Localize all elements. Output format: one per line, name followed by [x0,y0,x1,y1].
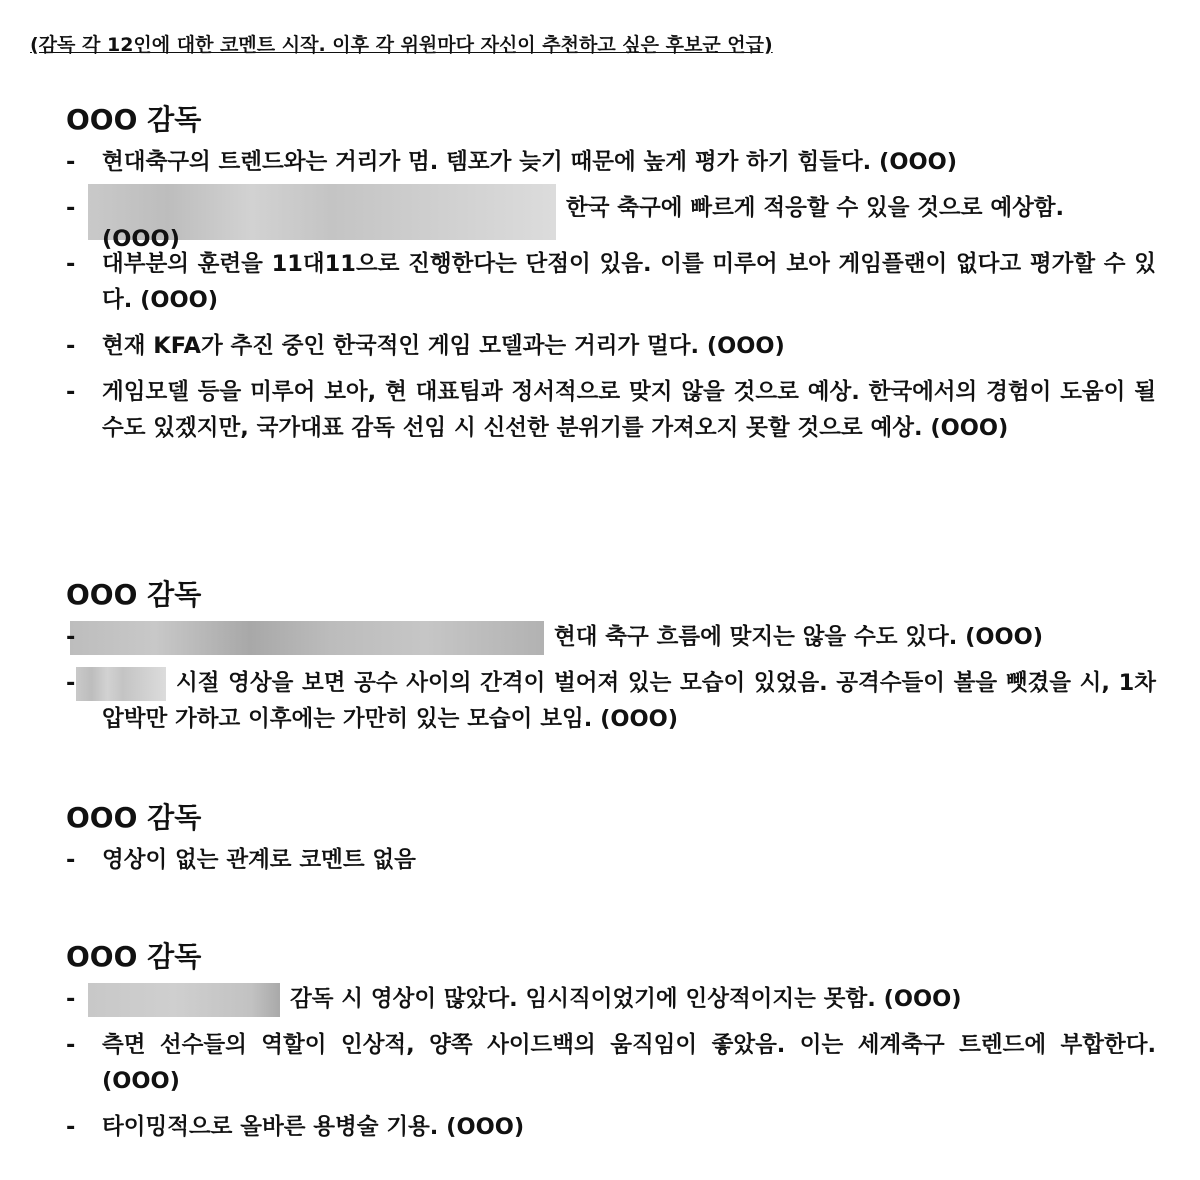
comment-item [66,619,1156,655]
bullet-dash: - [66,1114,76,1140]
comment-item [66,246,1156,318]
comment-item [66,328,1156,364]
coach-heading: OOO 감독 [66,801,202,834]
redacted-block [88,983,280,1017]
comment-item [66,842,1156,878]
redacted-block [76,667,166,701]
comment-text-clipped: (OOO) [102,226,180,252]
coach-heading: OOO 감독 [66,103,202,136]
bullet-dash: - [66,149,76,175]
bullet-dash: - [66,1032,76,1058]
comment-text: 감독 시 영상이 많았다. 임시직이었기에 인상적이지는 못함. (OOO) [290,986,962,1012]
bullet-dash: - [66,195,76,221]
comment-text: 현대 축구 흐름에 맞지는 않을 수도 있다. (OOO) [554,624,1044,650]
comment-text: 측면 선수들의 역할이 인상적, 양쪽 사이드백의 움직임이 좋았음. 이는 세계축구 트렌드에 부합한다. (OOO) [102,1032,1156,1094]
comment-item [66,144,1156,180]
bullet-dash: - [66,847,76,873]
bullet-dash: - [66,379,76,405]
comment-item [66,1027,1156,1099]
coach-section-2 [66,575,1156,747]
bullet-dash: - [66,333,76,359]
intro-note: (감독 각 12인에 대한 코멘트 시작. 이후 각 위원마다 자신이 추천하고 싶은 후보군 언급) [30,34,773,56]
comment-text: 영상이 없는 관계로 코멘트 없음 [102,847,416,873]
bullet-dash: - [66,251,76,277]
bullet-dash: - [66,986,76,1012]
comment-text: 시절 영상을 보면 공수 사이의 간격이 벌어져 있는 모습이 있었음. 공격수들이 볼을 뺏겼을 시, 1차 압박만 가하고 이후에는 가만히 있는 모습이 보임. (OOO) [102,670,1156,732]
redacted-block [70,621,544,655]
coach-section-4 [66,937,1156,1155]
comment-text: 현대축구의 트렌드와는 거리가 멈. 템포가 늦기 때문에 높게 평가 하기 힘들다. (OOO) [102,149,957,175]
comment-text: 한국 축구에 빠르게 적응할 수 있을 것으로 예상함. [566,195,1065,221]
comment-text: 타이밍적으로 올바른 용병술 기용. (OOO) [102,1114,525,1140]
comment-text: 게임모델 등을 미루어 보아, 현 대표팀과 정서적으로 맞지 않을 것으로 예상. 한국에서의 경험이 도움이 될수도 있겠지만, 국가대표 감독 선임 시 신선한 분위기를 가져오지 못할 것으로 예상. (OOO) [102,379,1156,441]
comment-item [66,1109,1156,1145]
coach-heading: OOO 감독 [66,578,202,611]
comment-item [66,374,1156,446]
coach-section-3 [66,798,1156,888]
coach-heading: OOO 감독 [66,940,202,973]
comment-item [66,190,1156,252]
comment-text: 현재 KFA가 추진 중인 한국적인 게임 모델과는 거리가 멀다. (OOO) [102,333,785,359]
coach-section-1 [66,100,1156,456]
comment-item [66,665,1156,737]
bullet-dash: - [66,624,76,650]
comment-text: 대부분의 훈련을 11대11으로 진행한다는 단점이 있음. 이를 미루어 보아 게임플랜이 없다고 평가할 수 있다. (OOO) [102,251,1156,313]
comment-item [66,981,1156,1017]
bullet-dash: - [66,670,76,696]
